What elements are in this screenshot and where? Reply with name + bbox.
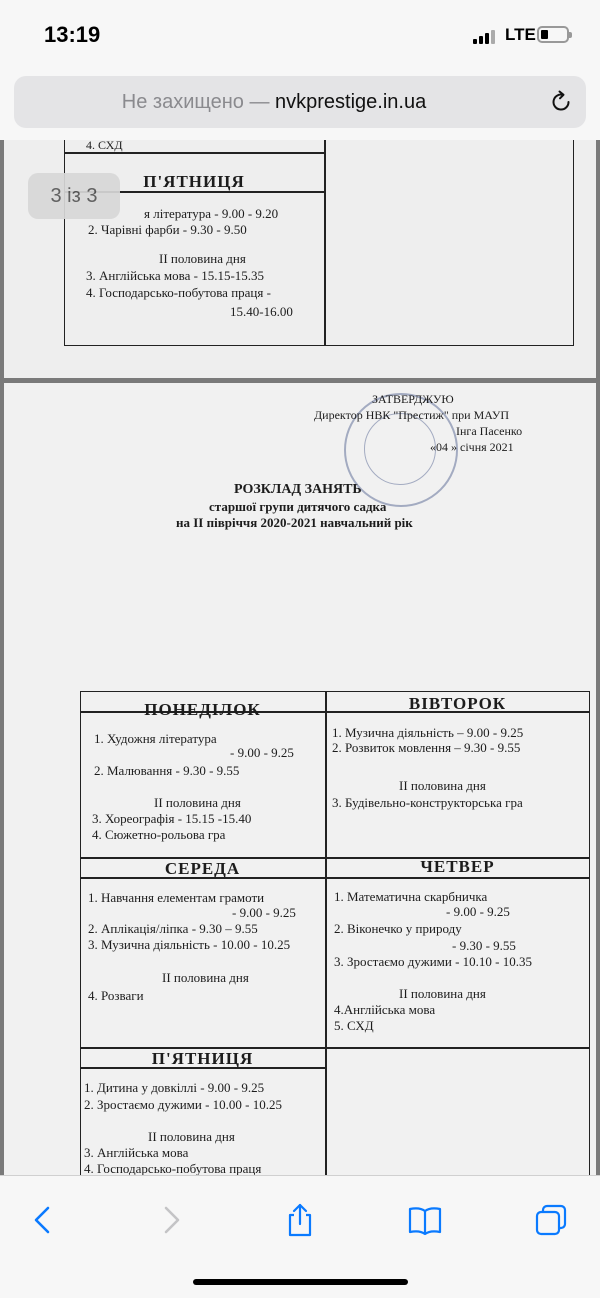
- thursday-heading: ЧЕТВЕР: [420, 857, 495, 876]
- battery-icon: [537, 26, 569, 43]
- document-page-previous: 4. СХД П'ЯТНИЦЯ я література - 9.00 - 9.20 2. Чарівні фарби - 9.30 - 9.50 ІІ половина дня 3. Англійська мова - 15.15-15.35 4. Господарсько-побутова праця - 15.40-16.00: [4, 140, 596, 378]
- friday-heading: П'ЯТНИЦЯ: [151, 1049, 254, 1068]
- approval-line3: «04 » січня 2021: [430, 440, 514, 454]
- network-label: LTE: [505, 25, 536, 44]
- chevron-right-icon[interactable]: [152, 1202, 188, 1238]
- monday-heading: ПОНЕДІЛОК: [144, 700, 261, 719]
- reload-icon[interactable]: [548, 89, 574, 115]
- chevron-left-icon[interactable]: [26, 1202, 62, 1238]
- friday-heading-previous: П'ЯТНИЦЯ: [143, 172, 245, 191]
- status-time: 13:19: [44, 22, 101, 47]
- home-indicator: [193, 1279, 408, 1285]
- url-text[interactable]: [14, 76, 534, 128]
- schedule-title: РОЗКЛАД ЗАНЯТЬ: [234, 482, 362, 497]
- schedule-table-previous: [64, 140, 574, 346]
- security-label: Не захищено —: [121, 91, 270, 113]
- signal-icon: [473, 28, 497, 44]
- approval-line2: Інга Пасенко: [456, 424, 523, 438]
- approval-line1: Директор НВК "Престиж" при МАУП: [314, 408, 510, 422]
- status-bar: [0, 0, 600, 70]
- share-icon[interactable]: [282, 1202, 318, 1238]
- schedule-subtitle1: старшої групи дитячого садка: [209, 499, 387, 514]
- page-indicator: 3 із 3: [28, 173, 120, 219]
- schedule-subtitle2: на ІІ півріччя 2020-2021 навчальний рік: [176, 515, 413, 530]
- document-viewer[interactable]: [0, 140, 600, 1175]
- tuesday-heading: ВІВТОРОК: [408, 694, 507, 713]
- tabs-icon[interactable]: [533, 1202, 569, 1238]
- document-page-current: ЗАТВЕРДЖУЮ Директор НВК "Престиж" при МАУП Інга Пасенко «04 » січня 2021 РОЗКЛАД ЗАНЯТЬ старшої групи дитячого садка на ІІ півріччя 2020-2021 навчальний рік ПОНЕДІЛОК 1. Художня література - 9.00 - 9.25 2. Малювання - 9.30 - 9.55 ІІ половина дня 3. Хореографія - 15.15 -15.40 4. Сюжетно-рольова гра ВІВТОРОК 1. Музична діяльність – 9.00 - 9.25 2. Розвиток мовлення – 9.30 - 9.55 ІІ половина дня 3. Будівельно-конструкторська гра СЕРЕДА 1. Навчання елементам грамоти - 9.00 - 9.25 2. Аплікація/ліпка - 9.30 – 9.55 3. Музична діяльність - 10.00 - 10.25 ІІ половина дня 4. Розваги ЧЕТВЕР 1. Математична скарбничка - 9.00 - 9.25 2. Віконечко у природу - 9.30 - 9.55 3. Зростаємо дужими - 10.10 - 10.35 ІІ половина дня 4.Англійська мова 5. СХД П'ЯТНИЦЯ 1. Дитина у довкіллі - 9.00 - 9.25 2. Зростаємо дужими - 10.00 - 10.25 ІІ половина дня 3. Англійська мова 4. Господарсько-побутова праця: [4, 383, 596, 1175]
- domain-label: nvkprestige.in.ua: [275, 91, 427, 113]
- address-bar[interactable]: [14, 76, 586, 128]
- approval-title: ЗАТВЕРДЖУЮ: [372, 392, 454, 406]
- book-icon[interactable]: [407, 1202, 443, 1238]
- wednesday-heading: СЕРЕДА: [164, 859, 241, 878]
- prev-item: 4. СХД: [86, 140, 123, 152]
